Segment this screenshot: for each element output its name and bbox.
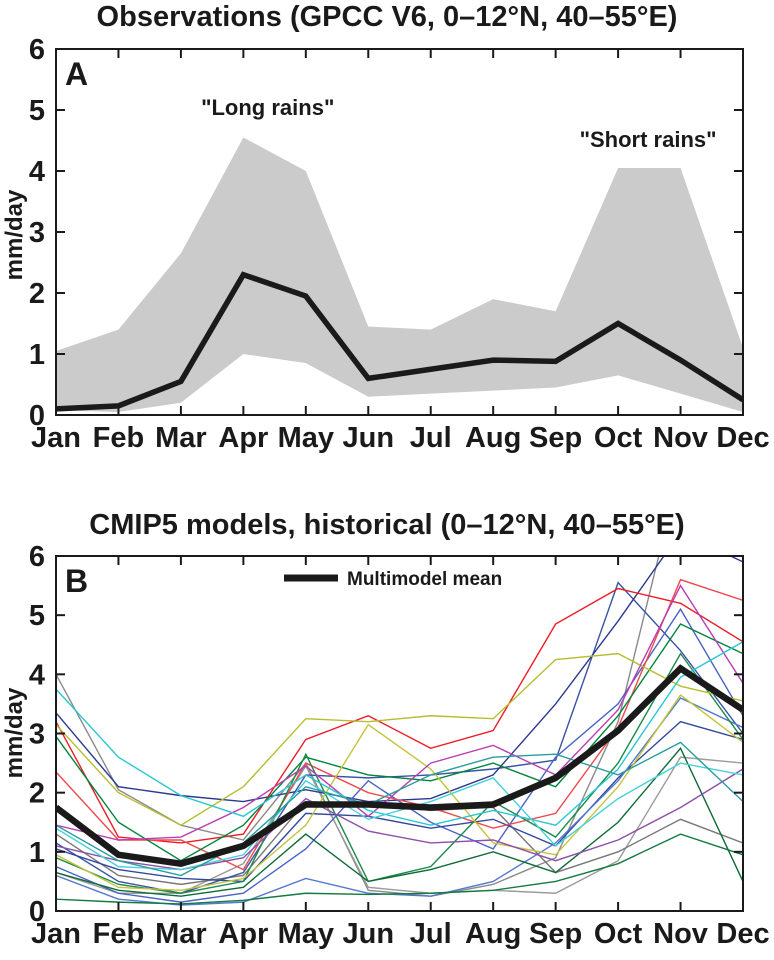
x-tick-label: Aug — [464, 918, 522, 950]
legend-label: Multimodel mean — [347, 569, 503, 590]
x-tick-label: Jul — [409, 918, 452, 950]
y-tick-label: 2 — [28, 777, 45, 810]
x-tick-label: Nov — [653, 422, 708, 454]
y-tick-label: 1 — [28, 836, 45, 869]
panel-a-ylabel: mm/day — [1, 189, 28, 281]
x-tick-label: May — [277, 422, 335, 454]
x-tick-label: Jun — [342, 918, 395, 950]
x-tick-label: Oct — [593, 918, 643, 950]
y-tick-label: 0 — [28, 896, 45, 928]
model-line — [56, 642, 743, 825]
y-tick-label: 1 — [28, 339, 45, 371]
x-tick-label: Jun — [342, 422, 395, 454]
uncertainty-band — [56, 137, 743, 412]
panel-letter: A — [65, 56, 89, 92]
x-tick-label: Feb — [92, 918, 145, 950]
mean-line — [56, 668, 743, 863]
x-tick-label: Dec — [716, 918, 770, 950]
x-tick-label: Apr — [218, 422, 269, 454]
x-tick-label: Sep — [529, 918, 583, 950]
x-tick-label: Oct — [593, 422, 643, 454]
x-tick-label: Mar — [155, 918, 207, 950]
x-tick-label: Nov — [653, 918, 708, 950]
model-line — [56, 769, 743, 870]
y-tick-label: 2 — [28, 278, 45, 310]
x-tick-label: May — [277, 918, 335, 950]
x-tick-label: Mar — [155, 422, 207, 454]
x-tick-label: Sep — [529, 422, 583, 454]
x-tick-label: Aug — [464, 422, 522, 454]
y-tick-label: 6 — [28, 541, 45, 573]
x-tick-label: Jul — [409, 422, 452, 454]
panel-b-title: CMIP5 models, historical (0–12°N, 40–55°E) — [89, 509, 685, 541]
y-tick-label: 0 — [28, 400, 45, 432]
y-tick-label: 3 — [28, 217, 45, 249]
x-tick-label: Apr — [218, 918, 269, 950]
y-tick-label: 3 — [28, 718, 45, 751]
y-tick-label: 5 — [28, 600, 45, 633]
x-tick-label: Jan — [31, 422, 81, 454]
y-tick-label: 6 — [28, 34, 45, 66]
panel-a-title: Observations (GPCC V6, 0–12°N, 40–55°E) — [96, 1, 678, 33]
x-tick-label: Dec — [716, 422, 770, 454]
y-tick-label: 5 — [28, 95, 45, 127]
annotation-label: "Long rains" — [201, 94, 335, 120]
annotation-label: "Short rains" — [579, 127, 717, 153]
x-tick-label: Feb — [92, 422, 145, 454]
panel-letter: B — [65, 563, 89, 599]
x-tick-label: Jan — [31, 918, 81, 950]
y-tick-label: 4 — [28, 659, 45, 692]
y-tick-label: 4 — [28, 156, 45, 188]
panel-b-ylabel: mm/day — [1, 687, 28, 779]
